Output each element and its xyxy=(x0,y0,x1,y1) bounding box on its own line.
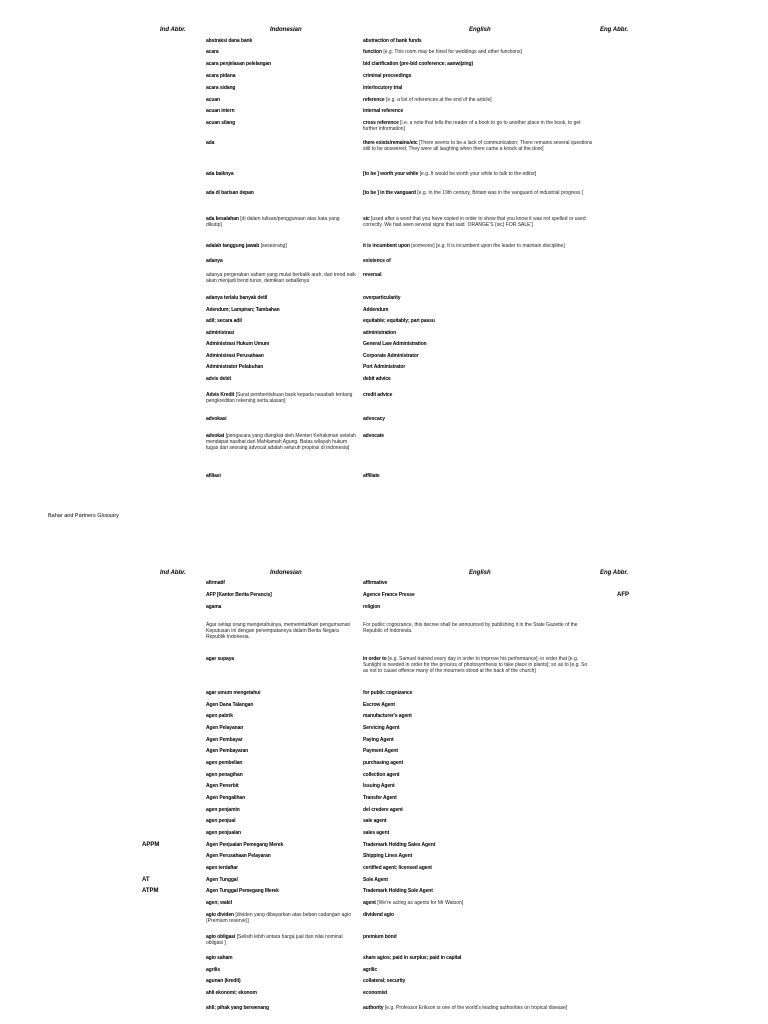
indonesian-term: Agen Penerbit xyxy=(206,783,239,789)
indonesian-entry xyxy=(206,622,356,640)
english-entry xyxy=(363,243,593,249)
indonesian-entry xyxy=(206,865,356,871)
indonesian-term: agama xyxy=(206,604,222,610)
english-entry xyxy=(363,656,593,674)
english-entry xyxy=(363,783,593,789)
english-entry xyxy=(363,272,593,278)
english-term: Agence France Presse xyxy=(363,592,415,598)
indonesian-term: agen penjualan xyxy=(206,830,241,836)
english-term: purchasing agent xyxy=(363,760,404,766)
indonesian-entry xyxy=(206,295,356,301)
english-term: Sole Agent xyxy=(363,877,388,883)
english-term: equitable; equitably; pari passu xyxy=(363,318,435,324)
indonesian-note: [Selisih lebih antara harga jual dan nilai nominal obligasi ] xyxy=(206,934,343,946)
english-entry xyxy=(363,748,593,754)
header-ind-abbr: Ind Abbr. xyxy=(160,27,186,33)
indonesian-entry xyxy=(206,702,356,708)
english-entry xyxy=(363,842,593,848)
english-term: [to be ] worth your while xyxy=(363,171,419,177)
english-term: abstraction of bank funds xyxy=(363,38,422,44)
header-ind-abbr: Ind Abbr. xyxy=(160,570,186,576)
indonesian-entry xyxy=(206,243,356,249)
indonesian-entry xyxy=(206,364,356,370)
english-term: affiliate xyxy=(363,473,380,479)
indonesian-entry xyxy=(206,955,356,961)
indonesian-entry xyxy=(206,592,356,598)
indonesian-entry xyxy=(206,341,356,347)
indonesian-entry xyxy=(206,818,356,824)
indonesian-entry xyxy=(206,580,356,586)
indonesian-term: acara sidang xyxy=(206,85,236,91)
indonesian-term: AFP [Kantor Berita Perancis] xyxy=(206,592,272,598)
english-entry xyxy=(363,73,593,79)
indonesian-term: ada kesalahan xyxy=(206,216,239,222)
english-note: [e.g. In the 19th century, Britain was in the vanguard of industrial progress ] xyxy=(417,190,584,196)
english-term: economist xyxy=(363,990,388,996)
indonesian-term: Agen Perusahaan Pelayaran xyxy=(206,853,271,859)
english-entry xyxy=(363,877,593,883)
indonesian-entry xyxy=(206,330,356,336)
english-term: existence of xyxy=(363,258,391,264)
indonesian-term: adanya xyxy=(206,258,223,264)
english-entry xyxy=(363,934,593,940)
indonesian-term: agen penjual xyxy=(206,818,236,824)
indonesian-entry xyxy=(206,748,356,754)
indonesian-term: agen penagihan xyxy=(206,772,243,778)
english-entry xyxy=(363,967,593,973)
english-term: Trademark Holding Sole Agent xyxy=(363,888,433,894)
indonesian-term: Administrator Pelabuhan xyxy=(206,364,264,370)
indonesian-entry xyxy=(206,656,356,662)
english-entry xyxy=(363,473,593,479)
english-entry xyxy=(363,702,593,708)
english-entry xyxy=(363,830,593,836)
english-entry xyxy=(363,912,593,918)
indonesian-abbreviation: APPM xyxy=(142,842,160,848)
indonesian-term: Advis Kredit xyxy=(206,392,235,398)
indonesian-term: Agen Dana Talangan xyxy=(206,702,254,708)
english-note: [There seems to be a lack of communication; There remains several questions still to be answered; They were all laughing when there came a knock at the door] xyxy=(363,140,593,152)
indonesian-term: ahli; pihak yang berwenang xyxy=(206,1005,269,1011)
indonesian-entry xyxy=(206,318,356,324)
english-term: reversal xyxy=(363,272,382,278)
indonesian-entry xyxy=(206,795,356,801)
english-entry xyxy=(363,818,593,824)
indonesian-entry xyxy=(206,353,356,359)
english-entry xyxy=(363,216,593,228)
english-term: it is incumbent upon xyxy=(363,243,410,249)
indonesian-term: agio obligasi xyxy=(206,934,236,940)
english-entry xyxy=(363,140,593,152)
indonesian-entry xyxy=(206,473,356,479)
indonesian-entry xyxy=(206,760,356,766)
indonesian-term: ada di barisan depan xyxy=(206,190,254,196)
english-entry xyxy=(363,713,593,719)
english-entry xyxy=(363,49,593,55)
english-term: credit advice xyxy=(363,392,393,398)
indonesian-term: ada xyxy=(206,140,215,146)
english-note: [e.g. Professor Erikson is one of the world's leading authorities on tropical disease] xyxy=(384,1005,568,1011)
english-term: agrilic xyxy=(363,967,378,973)
english-term: administration xyxy=(363,330,397,336)
english-entry xyxy=(363,760,593,766)
indonesian-term: agrilis xyxy=(206,967,221,973)
english-entry xyxy=(363,853,593,859)
english-entry xyxy=(363,807,593,813)
english-term: reference xyxy=(363,97,385,103)
english-note: [i.e. a note that tells the reader of a book to go to another place in the book, to get further information] xyxy=(363,120,581,132)
english-term: function xyxy=(363,49,382,55)
indonesian-entry xyxy=(206,38,356,44)
indonesian-entry xyxy=(206,171,356,177)
english-term: certified agent; licensed agent xyxy=(363,865,432,871)
indonesian-term: agar supaya xyxy=(206,656,235,662)
indonesian-entry xyxy=(206,912,356,924)
indonesian-note: Agar setiap orang mengetahuinya, memerintahkan pengumuman Keputusan ini dengan penempatannya dalam Berita Negara Republik Indonesia. xyxy=(206,622,351,640)
english-abbreviation: AFP xyxy=(617,592,629,598)
english-term: debit advice xyxy=(363,376,391,382)
english-term: Shipping Lines Agent xyxy=(363,853,413,859)
english-note: [someone] [e.g. It is incumbent upon the leader to maintain discipline] xyxy=(411,243,565,249)
english-entry xyxy=(363,258,593,264)
indonesian-entry xyxy=(206,392,356,404)
indonesian-term: agen pembelian xyxy=(206,760,243,766)
footer-text: Bahar and Partners Glossary xyxy=(48,513,119,519)
indonesian-entry xyxy=(206,73,356,79)
indonesian-term: afirmatif xyxy=(206,580,225,586)
indonesian-entry xyxy=(206,97,356,103)
english-term: Payment Agent xyxy=(363,748,398,754)
english-term: bid clarification (pre-bid conference; aanwijzing) xyxy=(363,61,474,67)
indonesian-entry xyxy=(206,258,356,264)
english-entry xyxy=(363,61,593,67)
english-entry xyxy=(363,622,593,634)
indonesian-entry xyxy=(206,433,356,451)
indonesian-entry xyxy=(206,990,356,996)
english-entry xyxy=(363,38,593,44)
indonesian-entry xyxy=(206,216,356,228)
english-term: religion xyxy=(363,604,381,610)
indonesian-entry xyxy=(206,190,356,196)
english-term: General Law Administration xyxy=(363,341,427,347)
english-entry xyxy=(363,97,593,103)
english-term: Port Administrator xyxy=(363,364,406,370)
indonesian-term: ahli ekonomi; ekonom xyxy=(206,990,257,996)
indonesian-term: Agen Pengalihan xyxy=(206,795,246,801)
english-entry xyxy=(363,392,593,398)
english-entry xyxy=(363,171,593,177)
indonesian-term: advokasi xyxy=(206,416,227,422)
indonesian-term: Agen Tunggal xyxy=(206,877,238,883)
indonesian-entry xyxy=(206,900,356,906)
english-term: manufacturer's agent xyxy=(363,713,412,719)
english-entry xyxy=(363,690,593,696)
english-entry xyxy=(363,865,593,871)
indonesian-abbreviation: ATPM xyxy=(142,888,159,894)
header-english: English xyxy=(469,27,491,33)
indonesian-term: advis debit xyxy=(206,376,232,382)
indonesian-entry xyxy=(206,416,356,422)
indonesian-entry xyxy=(206,1005,356,1011)
english-entry xyxy=(363,307,593,313)
english-term: Servicing Agent xyxy=(363,725,400,731)
english-term: overparticularity xyxy=(363,295,401,301)
english-entry xyxy=(363,318,593,324)
english-entry xyxy=(363,737,593,743)
indonesian-entry xyxy=(206,807,356,813)
indonesian-term: adanya terlalu banyak detil xyxy=(206,295,268,301)
english-term: premium bond xyxy=(363,934,397,940)
english-term: sic xyxy=(363,216,370,222)
indonesian-note: [seseorang] xyxy=(260,243,287,249)
indonesian-entry xyxy=(206,934,356,946)
indonesian-entry xyxy=(206,830,356,836)
english-entry xyxy=(363,772,593,778)
indonesian-term: acuan xyxy=(206,97,220,103)
english-term: internal reference xyxy=(363,108,404,114)
indonesian-entry xyxy=(206,842,356,848)
english-term: del credere agent xyxy=(363,807,403,813)
english-entry xyxy=(363,353,593,359)
indonesian-entry xyxy=(206,61,356,67)
indonesian-entry xyxy=(206,85,356,91)
indonesian-entry xyxy=(206,376,356,382)
english-note: [e.g. It would be worth your while to talk to the editor] xyxy=(419,171,537,177)
english-entry xyxy=(363,108,593,114)
header-eng-abbr: Eng Abbr. xyxy=(600,27,629,33)
english-note: [We're acting as agents for Mr Watson] xyxy=(377,900,464,906)
indonesian-note: [pengacara yang diangkat oleh Menteri Kehakiman setelah mendapat nasihat dari Mahkamah Agung. Batas wilayah hukum tugas dari seorang advocat adalah seluruh propinsi di Indonesia] xyxy=(206,433,356,451)
indonesian-term: agio dividen xyxy=(206,912,234,918)
indonesian-term: adil; secara adil xyxy=(206,318,242,324)
indonesian-term: agen; wakil xyxy=(206,900,232,906)
indonesian-note: adanya pergerakan saham yang mulai berbalik arah, dari trend naik akan menjadi trend turun, demikian sebaliknya xyxy=(206,272,356,284)
indonesian-entry xyxy=(206,737,356,743)
indonesian-entry xyxy=(206,967,356,973)
english-entry xyxy=(363,888,593,894)
english-entry xyxy=(363,955,593,961)
indonesian-term: Agen Pelayanan xyxy=(206,725,244,731)
indonesian-entry xyxy=(206,888,356,894)
english-term: cross reference xyxy=(363,120,399,126)
header-eng-abbr: Eng Abbr. xyxy=(600,570,629,576)
english-term: interlocutory trial xyxy=(363,85,403,91)
indonesian-note: [di dalam tulisan/penggunaan atas kata yang dikutip] xyxy=(206,216,340,228)
english-entry xyxy=(363,900,593,906)
english-term: advocate xyxy=(363,433,384,439)
english-term: Addendum xyxy=(363,307,389,313)
indonesian-term: agio saham xyxy=(206,955,233,961)
indonesian-entry xyxy=(206,272,356,284)
english-term: collateral; security xyxy=(363,978,406,984)
indonesian-term: agen pabrik xyxy=(206,713,233,719)
english-entry xyxy=(363,592,593,598)
english-entry xyxy=(363,330,593,336)
english-term: affirmative xyxy=(363,580,388,586)
english-term: Trademark Holding Sales Agent xyxy=(363,842,436,848)
english-term: authority xyxy=(363,1005,384,1011)
english-term: sale agent xyxy=(363,818,387,824)
header-english: English xyxy=(469,570,491,576)
indonesian-entry xyxy=(206,307,356,313)
english-term: advocacy xyxy=(363,416,385,422)
indonesian-term: abstraksi dana bank xyxy=(206,38,253,44)
indonesian-abbreviation: AT xyxy=(142,877,150,883)
english-entry xyxy=(363,364,593,370)
indonesian-term: acuan silang xyxy=(206,120,236,126)
english-entry xyxy=(363,295,593,301)
english-note: [e.g. This room may be hired for weddings and other functions] xyxy=(383,49,522,55)
english-entry xyxy=(363,1005,593,1011)
indonesian-entry xyxy=(206,140,356,146)
english-term: [to be ] in the vanguard xyxy=(363,190,416,196)
indonesian-term: Agen Pembayar xyxy=(206,737,243,743)
english-term: Corporate Administrator xyxy=(363,353,419,359)
indonesian-term: acara xyxy=(206,49,219,55)
english-entry xyxy=(363,978,593,984)
english-note: For public cognizance, this decree shall be announced by publishing it in the State Gazette of the Republic of Indonesia. xyxy=(363,622,578,634)
indonesian-term: agen penjamin xyxy=(206,807,240,813)
english-entry xyxy=(363,376,593,382)
indonesian-term: afiliasi xyxy=(206,473,221,479)
english-entry xyxy=(363,604,593,610)
english-entry xyxy=(363,190,593,196)
indonesian-term: acara penjelasan pelelangan xyxy=(206,61,272,67)
english-term: agent xyxy=(363,900,376,906)
indonesian-term: acara pidana xyxy=(206,73,236,79)
indonesian-entry xyxy=(206,725,356,731)
english-entry xyxy=(363,120,593,132)
english-note: [used after a word that you have copied in order to show that you know it was not spelled or used correctly. We had seen several signs that said `ORANGE'S (sic) FOR SALE'] xyxy=(363,216,586,228)
indonesian-entry xyxy=(206,604,356,610)
english-entry xyxy=(363,990,593,996)
english-entry xyxy=(363,580,593,586)
english-term: dividend agio xyxy=(363,912,394,918)
indonesian-term: Administrasi Hukum Umum xyxy=(206,341,270,347)
indonesian-entry xyxy=(206,783,356,789)
indonesian-term: administrasi xyxy=(206,330,235,336)
indonesian-term: advokat xyxy=(206,433,225,439)
english-term: for public cognizance xyxy=(363,690,413,696)
english-term: collection agent xyxy=(363,772,400,778)
indonesian-note: [Surat pemberitahuan bank kepada nasabah tentang pengkreditan rekening serta alasan] xyxy=(206,392,353,404)
english-term: Escrow Agent xyxy=(363,702,395,708)
indonesian-entry xyxy=(206,49,356,55)
indonesian-term: Adendum; Lampiran; Tambahan xyxy=(206,307,280,313)
indonesian-entry xyxy=(206,108,356,114)
english-term: criminal proceedings xyxy=(363,73,412,79)
english-entry xyxy=(363,795,593,801)
indonesian-term: agar umum mengetahui xyxy=(206,690,261,696)
indonesian-entry xyxy=(206,690,356,696)
header-indonesian: Indonesian xyxy=(270,27,302,33)
english-term: share agios; paid in surplus; paid in capital xyxy=(363,955,462,961)
english-entry xyxy=(363,416,593,422)
indonesian-term: agunan (kredit) xyxy=(206,978,241,984)
indonesian-term: Agen Tunggal Pemegang Merek xyxy=(206,888,279,894)
indonesian-note: [dividen yang dibayarkan atas beban cadangan agio (Premium reserve)] xyxy=(206,912,352,924)
english-entry xyxy=(363,341,593,347)
english-note: [e.g. a list of references at the end of the article] xyxy=(386,97,492,103)
english-term: sales agent xyxy=(363,830,390,836)
indonesian-term: Agen Penjualan Pemegang Merek xyxy=(206,842,284,848)
english-term: there exists/remains/etc xyxy=(363,140,418,146)
indonesian-term: acuan intern xyxy=(206,108,235,114)
english-entry xyxy=(363,85,593,91)
indonesian-term: Agen Pembayaran xyxy=(206,748,249,754)
indonesian-term: agen terdaftar xyxy=(206,865,238,871)
indonesian-entry xyxy=(206,853,356,859)
indonesian-entry xyxy=(206,772,356,778)
english-entry xyxy=(363,725,593,731)
indonesian-term: Administrasi Perusahaan xyxy=(206,353,264,359)
english-term: in order to xyxy=(363,656,387,662)
indonesian-term: ada baiknya xyxy=(206,171,234,177)
indonesian-entry xyxy=(206,713,356,719)
indonesian-term: adalah tanggung jawab xyxy=(206,243,260,249)
indonesian-entry xyxy=(206,877,356,883)
header-indonesian: Indonesian xyxy=(270,570,302,576)
english-entry xyxy=(363,433,593,439)
english-term: Issuing Agent xyxy=(363,783,395,789)
english-term: Transfer Agent xyxy=(363,795,397,801)
indonesian-entry xyxy=(206,120,356,126)
english-term: Paying Agent xyxy=(363,737,394,743)
indonesian-entry xyxy=(206,978,356,984)
english-note: [e.g. Samuel trained every day in order to improve his performance]; in order that [e.g. Sunlight is needed in order for the process of photosynthesis to take place in plants]; so as to [e.g. So as not to cause offence many of the mourners stood at the back of the church] xyxy=(363,656,588,674)
